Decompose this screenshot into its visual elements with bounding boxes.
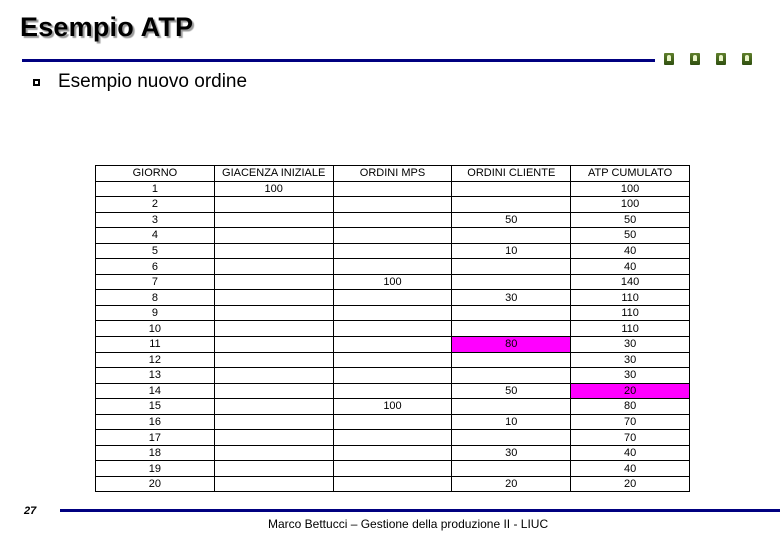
slide-title: Esempio ATP (20, 12, 194, 42)
table-cell (333, 243, 452, 259)
table-cell: 8 (96, 290, 215, 306)
table-cell: 70 (571, 430, 690, 446)
table-cell (333, 305, 452, 321)
table-cell: 30 (571, 368, 690, 384)
table-cell (452, 197, 571, 213)
table-cell: 18 (96, 445, 215, 461)
decorative-icons (664, 53, 768, 65)
table-cell: 110 (571, 305, 690, 321)
table-cell (333, 352, 452, 368)
table-cell (452, 228, 571, 244)
table-cell: 110 (571, 290, 690, 306)
title-divider (22, 59, 655, 62)
column-header: ATP CUMULATO (571, 166, 690, 182)
table-cell (214, 414, 333, 430)
table-header-row (96, 166, 690, 182)
column-header: ORDINI MPS (333, 166, 452, 182)
footer-divider (60, 509, 780, 512)
table-cell (333, 461, 452, 477)
table-cell (452, 305, 571, 321)
table-row (96, 274, 690, 290)
footer-text: Marco Bettucci – Gestione della produzione II - LIUC (268, 517, 549, 531)
table-cell (452, 181, 571, 197)
table-cell (214, 212, 333, 228)
table-cell (333, 368, 452, 384)
table-cell: 10 (452, 243, 571, 259)
table-cell: 12 (96, 352, 215, 368)
table-cell: 50 (571, 228, 690, 244)
table-cell (214, 461, 333, 477)
table-cell (214, 321, 333, 337)
table-cell: 20 (571, 476, 690, 492)
table-cell: 19 (96, 461, 215, 477)
table-row (96, 228, 690, 244)
bookmark-icon (690, 53, 700, 65)
table-cell: 40 (571, 243, 690, 259)
table-cell: 4 (96, 228, 215, 244)
table-row (96, 476, 690, 492)
table-cell: 9 (96, 305, 215, 321)
table-cell: 1 (96, 181, 215, 197)
table-cell: 40 (571, 259, 690, 275)
table-cell (452, 368, 571, 384)
table-cell (333, 212, 452, 228)
bullet-point (33, 71, 247, 93)
table-row (96, 181, 690, 197)
table-row (96, 414, 690, 430)
table-cell (333, 414, 452, 430)
table-cell (214, 430, 333, 446)
column-header: GIACENZA INIZIALE (214, 166, 333, 182)
bookmark-icon (742, 53, 752, 65)
bookmark-icon (664, 53, 674, 65)
column-header: ORDINI CLIENTE (452, 166, 571, 182)
table-cell: 40 (571, 461, 690, 477)
table-row (96, 352, 690, 368)
table-cell (333, 228, 452, 244)
table-cell (333, 337, 452, 353)
table-cell (333, 197, 452, 213)
table-cell: 10 (96, 321, 215, 337)
table-cell (452, 259, 571, 275)
table-cell (333, 321, 452, 337)
table-cell: 100 (214, 181, 333, 197)
square-bullet-icon (33, 79, 40, 86)
table-cell: 100 (333, 399, 452, 415)
table-cell: 30 (571, 352, 690, 368)
table-cell: 30 (452, 290, 571, 306)
table-cell: 70 (571, 414, 690, 430)
table-cell: 20 (571, 383, 690, 399)
bullet-text: Esempio nuovo ordine (58, 71, 248, 92)
table-cell (214, 445, 333, 461)
table-cell: 10 (452, 414, 571, 430)
page-number: 27 (24, 505, 37, 517)
table-body (96, 181, 690, 492)
table-cell (214, 305, 333, 321)
table-cell (452, 399, 571, 415)
table-cell: 15 (96, 399, 215, 415)
table-row (96, 461, 690, 477)
table-cell: 100 (571, 181, 690, 197)
table-cell: 30 (452, 445, 571, 461)
table-row (96, 337, 690, 353)
table-cell (333, 259, 452, 275)
table-cell (333, 430, 452, 446)
table-cell (214, 476, 333, 492)
table-row (96, 290, 690, 306)
table-cell: 80 (571, 399, 690, 415)
table-cell: 140 (571, 274, 690, 290)
table-cell (214, 259, 333, 275)
table-cell (214, 383, 333, 399)
table-cell: 13 (96, 368, 215, 384)
table-cell: 50 (452, 383, 571, 399)
table-cell (214, 352, 333, 368)
table-row (96, 368, 690, 384)
table-row (96, 445, 690, 461)
table-cell: 20 (452, 476, 571, 492)
table-cell: 50 (571, 212, 690, 228)
table-cell (452, 352, 571, 368)
table-cell (214, 368, 333, 384)
table-cell: 110 (571, 321, 690, 337)
table-cell (333, 290, 452, 306)
table-cell (452, 461, 571, 477)
table-cell: 100 (571, 197, 690, 213)
table-cell: 80 (452, 337, 571, 353)
bookmark-icon (716, 53, 726, 65)
table-cell (333, 383, 452, 399)
table-cell (214, 228, 333, 244)
table-cell (333, 476, 452, 492)
table-row (96, 305, 690, 321)
table-cell (333, 445, 452, 461)
table-row (96, 259, 690, 275)
table-cell: 7 (96, 274, 215, 290)
table-cell: 16 (96, 414, 215, 430)
table-row (96, 243, 690, 259)
table-row (96, 212, 690, 228)
table-cell: 30 (571, 337, 690, 353)
table-cell: 14 (96, 383, 215, 399)
table-cell (214, 243, 333, 259)
table-row (96, 321, 690, 337)
table-cell (214, 197, 333, 213)
table-cell: 3 (96, 212, 215, 228)
table-cell: 2 (96, 197, 215, 213)
table-cell: 100 (333, 274, 452, 290)
atp-table (95, 165, 690, 492)
table-cell (452, 430, 571, 446)
table-cell (214, 274, 333, 290)
table-cell: 17 (96, 430, 215, 446)
table-row (96, 430, 690, 446)
table-cell: 11 (96, 337, 215, 353)
table-cell: 40 (571, 445, 690, 461)
table-row (96, 399, 690, 415)
table-row (96, 383, 690, 399)
table-cell: 50 (452, 212, 571, 228)
table-cell: 20 (96, 476, 215, 492)
table-cell (214, 290, 333, 306)
column-header: GIORNO (96, 166, 215, 182)
table-cell: 6 (96, 259, 215, 275)
table-cell (333, 181, 452, 197)
table-row (96, 197, 690, 213)
table-cell (452, 321, 571, 337)
table-cell (214, 399, 333, 415)
table-cell (452, 274, 571, 290)
table-cell (214, 337, 333, 353)
table-cell: 5 (96, 243, 215, 259)
